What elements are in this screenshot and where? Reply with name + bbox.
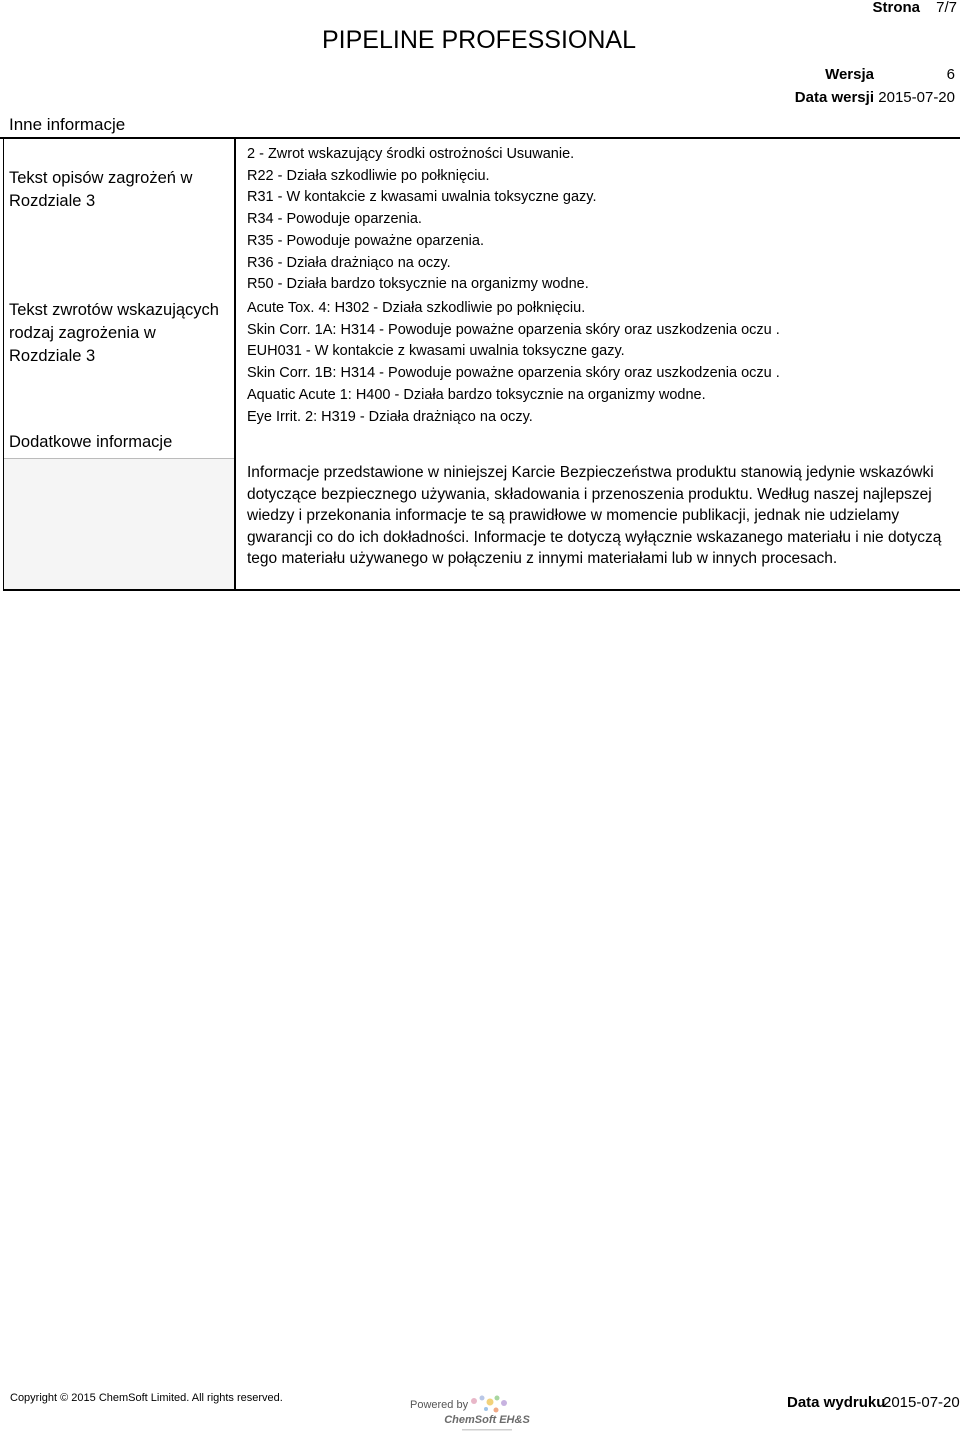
document-title: PIPELINE PROFESSIONAL xyxy=(322,26,636,54)
h-phrase-line: Acute Tox. 4: H302 - Działa szkodliwie po połknięciu. xyxy=(247,300,586,316)
page-number-value: 7/7 xyxy=(936,0,957,16)
h-phrase-line: Skin Corr. 1A: H314 - Powoduje poważne oparzenia skóry oraz uszkodzenia oczu . xyxy=(247,321,780,338)
h-phrases-list xyxy=(247,298,780,428)
section-bottom-rule xyxy=(3,589,960,591)
column-divider xyxy=(234,139,236,591)
chemsoft-logo xyxy=(444,1393,530,1437)
table-left-border xyxy=(3,139,4,589)
page-number-label: Strona xyxy=(872,0,920,16)
label-column-shade xyxy=(4,458,234,590)
version-date-value: 2015-07-20 xyxy=(878,89,955,106)
h-phrase-line: Aquatic Acute 1: H400 - Działa bardzo toksycznie na organizmy wodne. xyxy=(247,386,706,403)
copyright-notice: Copyright © 2015 ChemSoft Limited. All rights reserved. xyxy=(10,1392,283,1404)
r-phrase-line: R36 - Działa drażniąco na oczy. xyxy=(247,254,451,271)
r-phrases-list xyxy=(247,144,596,296)
h-phrase-line: Skin Corr. 1B: H314 - Powoduje poważne oparzenia skóry oraz uszkodzenia oczu . xyxy=(247,365,780,382)
version-date-label: Data wersji xyxy=(794,89,874,106)
r-phrase-line: R35 - Powoduje poważne oparzenia. xyxy=(247,232,484,249)
h-phrase-line: Eye Irrit. 2: H319 - Działa drażniąco na oczy. xyxy=(247,408,533,425)
r-phrase-line: R22 - Działa szkodliwie po połknięciu. xyxy=(247,167,490,184)
r-phrase-line: R50 - Działa bardzo toksycznie na organizmy wodne. xyxy=(247,276,589,293)
r-phrases-label: Tekst opisów zagrożeń w Rozdziale 3 xyxy=(9,169,193,210)
r-phrase-line: R34 - Powoduje oparzenia. xyxy=(247,211,422,228)
version-value: 6 xyxy=(946,66,955,83)
print-date-label: Data wydruku xyxy=(787,1394,886,1411)
additional-info-text: Informacje przedstawione w niniejszej Karcie Bezpieczeństwa produktu stanowią jedynie wskazówki dotyczące bezpiecznego używania, składowania i przenoszenia produktu. Według naszej najlepszej wiedzy i przekonania informacje te są prawidłowe w momencie publikacji, jednak nie udzielamy gwarancji co do ich dokładności. Informacje te dotyczą wyłącznie wskazanego materiału i nie dotyczą tego materiału używanego w połączeniu z innymi materiałami lub w innych procesach. xyxy=(247,464,942,567)
logo-text: ChemSoft EH&S xyxy=(444,1414,530,1426)
section-heading: Inne informacje xyxy=(9,115,126,134)
powered-by-label: Powered by xyxy=(410,1399,469,1411)
r-phrase-line: R31 - W kontakcie z kwasami uwalnia toksyczne gazy. xyxy=(247,189,597,206)
additional-info-label: Dodatkowe informacje xyxy=(9,433,173,451)
h-phrase-line: EUH031 - W kontakcie z kwasami uwalnia toksyczne gazy. xyxy=(247,343,625,360)
section-top-rule xyxy=(0,137,960,139)
h-phrases-label: Tekst zwrotów wskazujących rodzaj zagrożenia w Rozdziale 3 xyxy=(9,301,219,365)
print-date-value: 2015-07-20 xyxy=(883,1394,960,1411)
r-phrase-line: 2 - Zwrot wskazujący środki ostrożności Usuwanie. xyxy=(247,146,575,162)
version-label: Wersja xyxy=(825,66,874,83)
